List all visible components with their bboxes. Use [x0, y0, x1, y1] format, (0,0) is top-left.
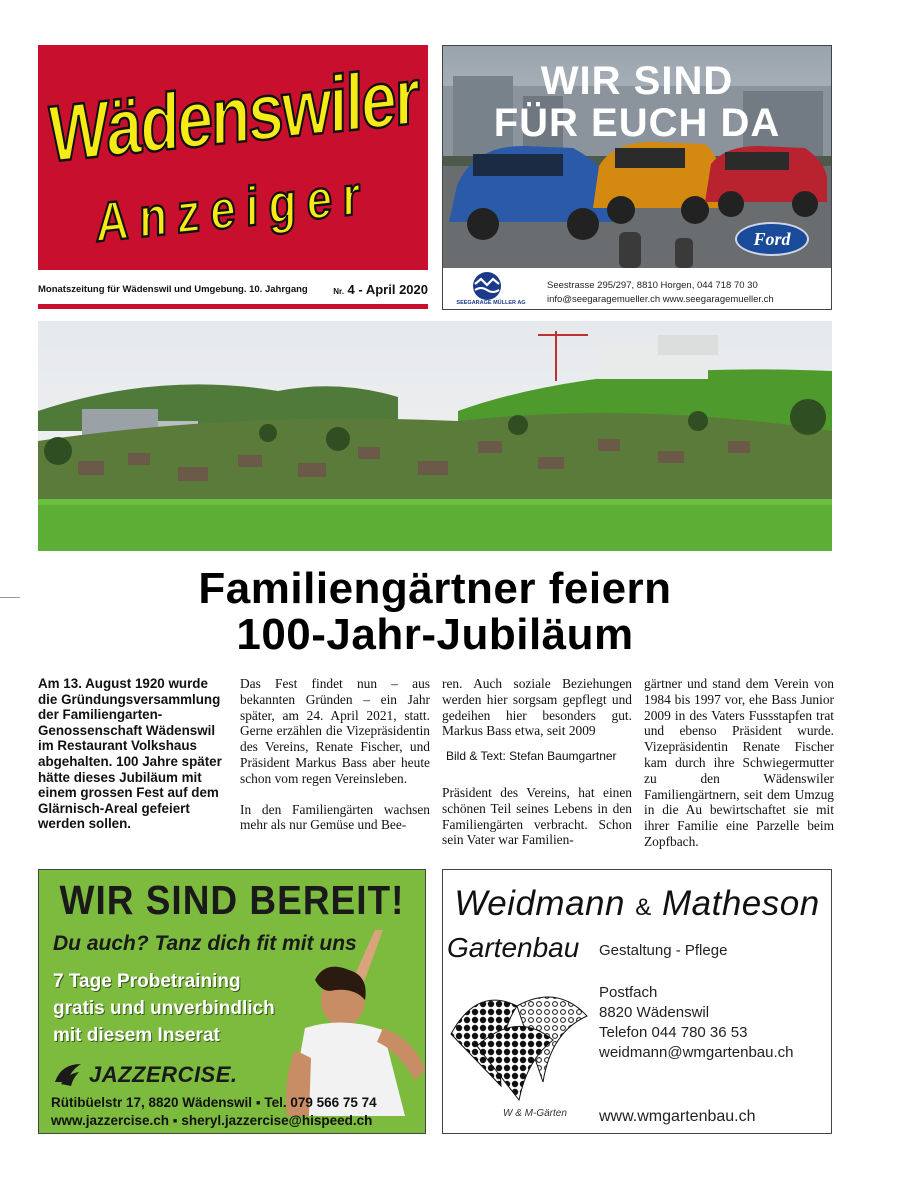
masthead-rule — [38, 304, 428, 309]
jazz-contact-address: Rütibüelstr 17, 8820 Wädenswil ▪ Tel. 079 566 75 74 — [51, 1095, 377, 1110]
wm-phone: Telefon 044 780 36 53 — [599, 1024, 748, 1041]
wm-address-line-1: Postfach — [599, 984, 658, 1001]
article-lead: Am 13. August 1920 wurde die Gründungsversammlung der Familiengarten-Genossenschaft Wädenswil im Restaurant Volkshaus abgehalten. 100 Jahre später hätte dieses Jubiläum mit einem grossen Fest auf dem Glärnisch-Areal gefeiert werden sollen. — [38, 676, 222, 832]
wm-website[interactable]: www.wmgartenbau.ch — [599, 1108, 756, 1125]
jazz-offer: 7 Tage Probetraining gratis und unverbindlich mit diesem Inserat — [53, 971, 275, 1046]
ford-dealer-ad[interactable] — [442, 45, 832, 310]
wm-address-line-2: 8820 Wädenswil — [599, 1004, 710, 1021]
article-paragraph-2a: In den Familiengärten wachsen mehr als nur Gemüse und Bee- — [240, 801, 430, 833]
ford-logo: Ford — [735, 222, 809, 256]
masthead-title-line1: Wädenswiler — [48, 50, 418, 180]
dealer-web[interactable]: info@seegaragemueller.ch www.seegaragemueller.ch — [547, 294, 774, 305]
jazzercise-brand: JAZZERCISE. — [89, 1062, 238, 1087]
weidmann-matheson-ad[interactable] — [442, 869, 832, 1134]
article-paragraph-2b: ren. Auch soziale Beziehungen werden hier sorgsam gepflegt und gedeihen hier besonders gut. Markus Bass etwa, seit 2009 — [442, 676, 632, 739]
issue-number: Nr. 4 - April 2020 — [333, 281, 428, 297]
wm-graphic-caption: W & M-Gärten — [503, 1108, 567, 1119]
masthead-info — [38, 279, 428, 299]
dealer-name: SEEGARAGE MÜLLER AG — [456, 300, 526, 306]
wm-company-name: Weidmann & Matheson — [454, 884, 820, 923]
ford-ad-headline: WIR SIND FÜR EUCH DA — [493, 59, 781, 145]
article-column-4 — [644, 676, 834, 850]
article-column-3 — [442, 676, 632, 848]
photo-credit: Bild & Text: Stefan Baumgartner — [446, 749, 617, 764]
allotment-gardens-photo — [38, 321, 832, 551]
article-paragraph-3b: gärtner und stand dem Verein von 1984 bis 1997 vor, ehe Bass Junior 2009 in des Vaters Fussstapfen trat und ebenso Präsident wurde. Vizepräsidentin Renate Fischer kam durch ihre Schwiegermutter zu den Wädenswiler Familiengärtnern, seit dem Umzug in die Au bewirtschaftet sie mit ihrer Familie eine Parzelle beim Zopfbach. — [644, 676, 834, 849]
jazz-tagline: Du auch? Tanz dich fit mit uns — [53, 932, 357, 955]
wm-services: Gestaltung - Pflege — [599, 942, 728, 959]
article-paragraph-3a: Präsident des Vereins, hat einen schönen Teil seines Lebens in den Familiengärten verbracht. Schon sein Vater war Familien- — [442, 784, 632, 848]
jazz-headline: WIR SIND BEREIT! — [59, 877, 405, 923]
article-column-2 — [240, 676, 430, 833]
jazzercise-logo-icon — [51, 1060, 85, 1088]
jazz-contact-web[interactable]: www.jazzercise.ch ▪ sheryl.jazzercise@hispeed.ch — [51, 1113, 373, 1128]
dealer-address: Seestrasse 295/297, 8810 Horgen, 044 718 70 30 — [547, 280, 758, 291]
article-paragraph-1: Das Fest findet nun – aus bekannten Gründen – ein Jahr später, am 24. April 2021, statt. Gerne erzählen die Vizepräsidentin des Vereins, Renate Fischer, und Präsident Markus Bass aber heute schon vom regen Vereinsleben. — [240, 676, 430, 786]
article-headline: Familiengärtner feiern 100-Jahr-Jubiläum — [198, 564, 672, 659]
wm-fan-pattern-icon — [447, 976, 605, 1106]
masthead-logo — [38, 45, 428, 270]
margin-tick — [0, 597, 20, 598]
masthead-title-line2: Anzeiger — [95, 162, 371, 254]
wm-email[interactable]: weidmann@wmgartenbau.ch — [599, 1044, 794, 1061]
jazzercise-ad[interactable] — [38, 869, 426, 1134]
wm-subtitle: Gartenbau — [447, 932, 580, 963]
ford-ad-footer — [443, 268, 831, 309]
cars-photo — [443, 46, 831, 268]
masthead-subtitle: Monatszeitung für Wädenswil und Umgebung. 10. Jahrgang — [38, 283, 308, 295]
